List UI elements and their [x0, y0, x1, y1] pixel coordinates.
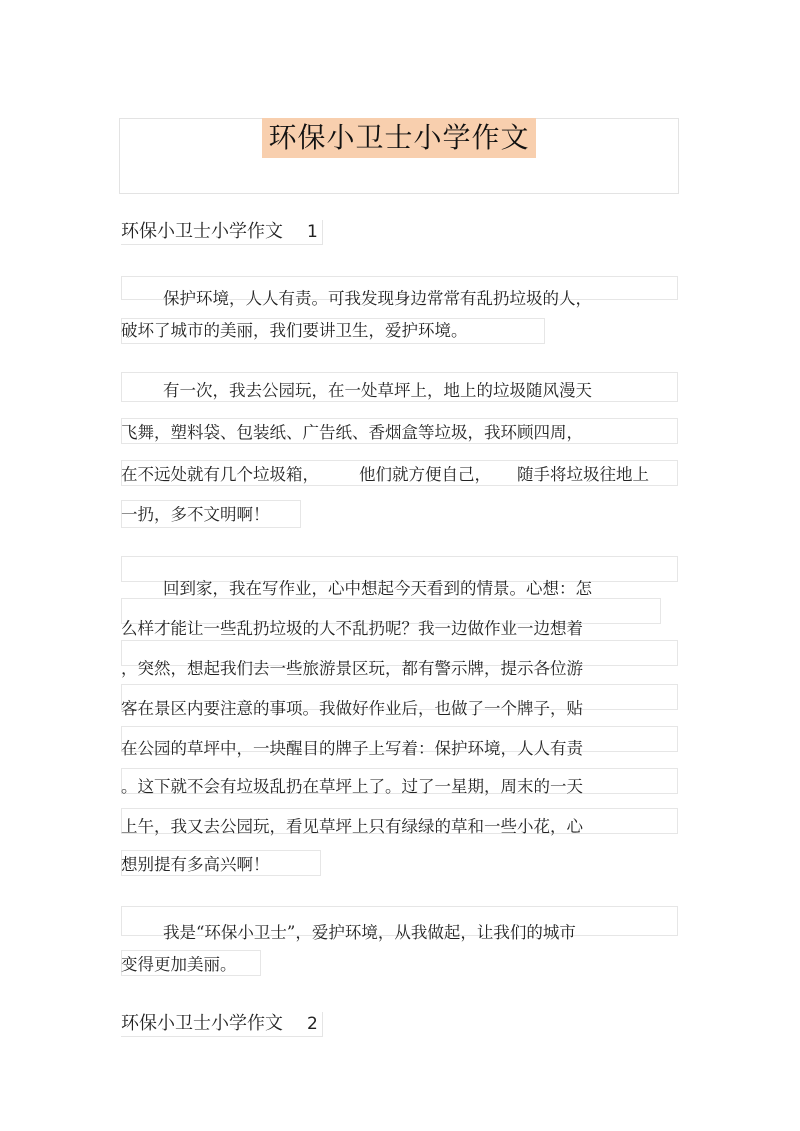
paragraph-line: 在公园的草坪中，一块醒目的牌子上写着：保护环境，人人有责	[121, 739, 583, 758]
paragraph-line: 客在景区内要注意的事项。我做好作业后，也做了一个牌子，贴	[121, 699, 583, 718]
paragraph-line: 保护环境，人人有责。可我发现身边常常有乱扔垃圾的人，	[163, 289, 592, 308]
paragraph-line: 一扔，多不文明啊！	[121, 505, 270, 524]
paragraph-line: 我是“环保小卫士”，爱护环境，从我做起，让我们的城市	[163, 923, 576, 942]
paragraph-line: 有一次，我去公园玩，在一处草坪上，地上的垃圾随风漫天	[163, 381, 592, 400]
paragraph-line: 想别提有多高兴啊！	[121, 855, 270, 874]
paragraph-line: 在不远处就有几个垃圾箱，	[121, 465, 319, 484]
heading-number: 1	[307, 222, 318, 242]
paragraph-line: 么样才能让一些乱扔垃圾的人不乱扔呢？我一边做作业一边想着	[121, 619, 583, 638]
heading-text: 环保小卫士小学作文	[121, 1013, 283, 1034]
paragraph-line: 回到家，我在写作业，心中想起今天看到的情景。心想：怎	[163, 579, 592, 598]
paragraph-line: 上午，我又去公园玩，看见草坪上只有绿绿的草和一些小花，心	[121, 817, 583, 836]
heading-number: 2	[307, 1014, 318, 1034]
heading-text: 环保小卫士小学作文	[121, 221, 283, 242]
paragraph-line: ，突然，想起我们去一些旅游景区玩，都有警示牌，提示各位游	[121, 659, 583, 678]
document-title: 环保小卫士小学作文	[262, 118, 536, 158]
section-heading-1	[121, 220, 323, 245]
paragraph-line: 变得更加美丽。	[121, 955, 237, 974]
paragraph-line: 飞舞，塑料袋、包装纸、广告纸、香烟盒等垃圾，我环顾四周，	[121, 423, 583, 442]
paragraph-line: 随手将垃圾往地上	[517, 465, 649, 484]
section-heading-2	[121, 1012, 323, 1037]
paragraph-line: 。这下就不会有垃圾乱扔在草坪上了。过了一星期，周末的一天	[121, 777, 583, 796]
paragraph-line: 破坏了城市的美丽，我们要讲卫生，爱护环境。	[121, 321, 468, 340]
paragraph-line: 他们就方便自己，	[359, 465, 491, 484]
